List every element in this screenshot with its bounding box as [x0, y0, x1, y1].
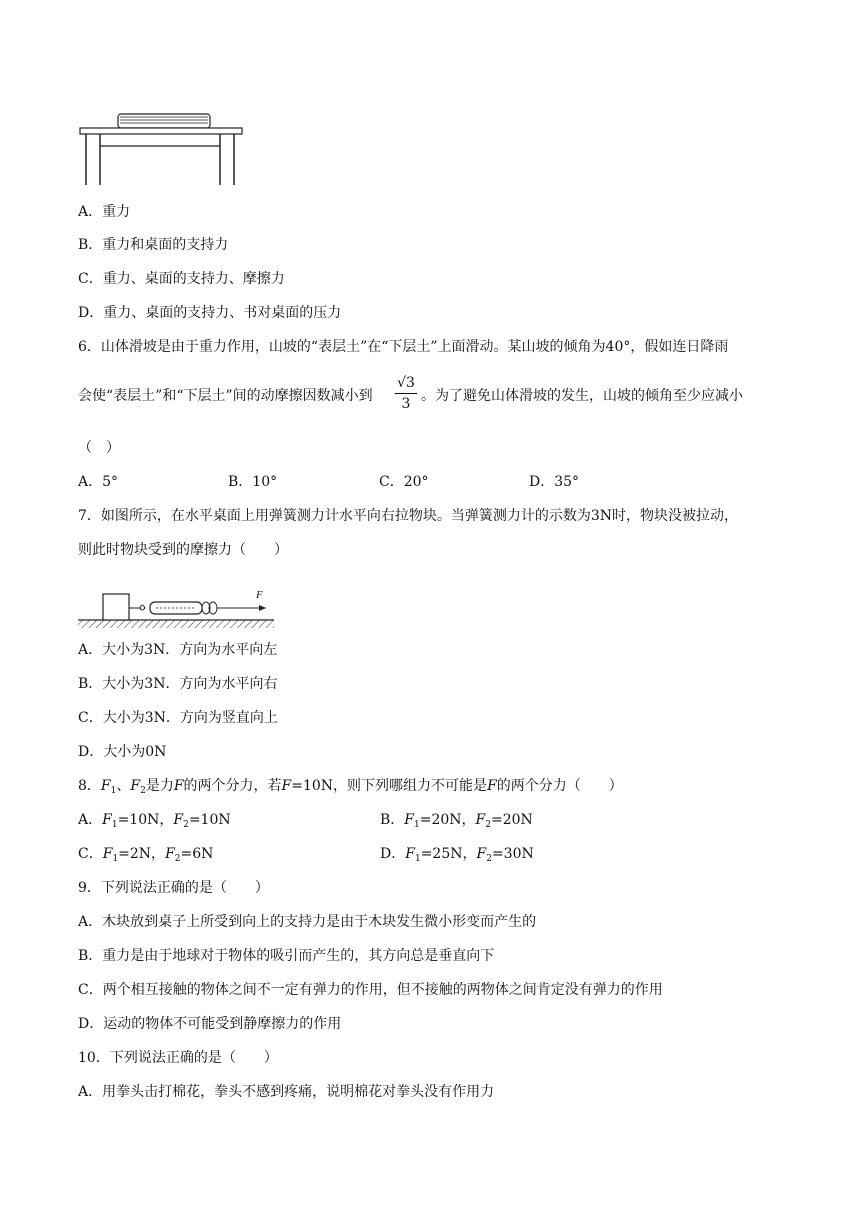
q10-option-a: A．用拳头击打棉花，拳头不感到疼痛，说明棉花对拳头没有作用力 [78, 1084, 495, 1100]
q9-stem: 9．下列说法正确的是（ ） [78, 880, 269, 896]
force-label: F [256, 589, 263, 601]
q9-option-a: A．木块放到桌子上所受到向上的支持力是由于木块发生微小形变而产生的 [78, 914, 537, 930]
q6-fraction-numerator: √3 [397, 375, 415, 391]
q6-stem-line2b: 。为了避免山体滑坡的发生，山坡的倾角至少应减小 [421, 388, 743, 404]
q6-option-d: D．35° [529, 474, 580, 490]
q6-stem-line3: （ ） [78, 440, 120, 456]
q6-option-a: A．5° [78, 474, 119, 490]
q7-option-b: B．大小为3N．方向为水平向右 [78, 676, 278, 692]
q5-option-a: A．重力 [78, 204, 131, 220]
q7-option-c: C．大小为3N．方向为竖直向上 [78, 710, 278, 726]
book-on-table-figure [78, 108, 248, 188]
q5-option-b: B．重力和桌面的支持力 [78, 237, 229, 253]
q6-stem-line1: 6．山体滑坡是由于重力作用，山坡的“表层土”在“下层土”上面滑动。某山坡的倾角为40°，假如连日降雨 [78, 339, 729, 355]
q6-fraction [393, 374, 419, 414]
q5-option-c: C．重力、桌面的支持力、摩擦力 [78, 271, 285, 287]
q8-option-c: C．$F_1=2N$，$F_2=6N$ [78, 846, 214, 864]
q8-option-a: A．$F_1=10N$，$F_2=10N$ [78, 812, 231, 830]
q7-option-d: D．大小为0N [78, 744, 167, 760]
q8-option-b: B．$F_1=20N$，$F_2=20N$ [380, 812, 533, 830]
q8-stem: 8．$F_1$、$F_2$是力F的两个分力，若F=10N，则下列哪组力不可能是F的两个分力（ ） [78, 778, 623, 796]
q7-option-a: A．大小为3N．方向为水平向左 [78, 642, 278, 658]
q9-option-d: D．运动的物体不可能受到静摩擦力的作用 [78, 1016, 342, 1032]
q6-option-c: C．20° [379, 474, 429, 490]
q8-option-d: D．$F_1=25N$，$F_2=30N$ [380, 846, 534, 864]
q9-option-b: B．重力是由于地球对于物体的吸引而产生的，其方向总是垂直向下 [78, 948, 495, 964]
spring-scale-figure [78, 582, 278, 634]
q6-fraction-denominator: 3 [401, 396, 411, 412]
q7-stem-line2: 则此时物块受到的摩擦力（ ） [78, 542, 288, 558]
q9-option-c: C．两个相互接触的物体之间不一定有弹力的作用，但不接触的两物体之间肯定没有弹力的作用 [78, 982, 663, 998]
q5-option-d: D．重力、桌面的支持力、书对桌面的压力 [78, 305, 342, 321]
block [103, 594, 129, 620]
book-stack [118, 114, 210, 128]
ground-surface [78, 620, 274, 628]
q7-stem-line1: 7．如图所示，在水平桌面上用弹簧测力计水平向右拉物块。当弹簧测力计的示数为3N时，物块没被拉动， [78, 508, 739, 524]
q6-option-b: B．10° [228, 474, 278, 490]
q10-stem: 10．下列说法正确的是（ ） [78, 1050, 278, 1066]
q6-stem-line2a: 会使“表层土”和“下层土”间的动摩擦因数减小到 [78, 388, 373, 404]
